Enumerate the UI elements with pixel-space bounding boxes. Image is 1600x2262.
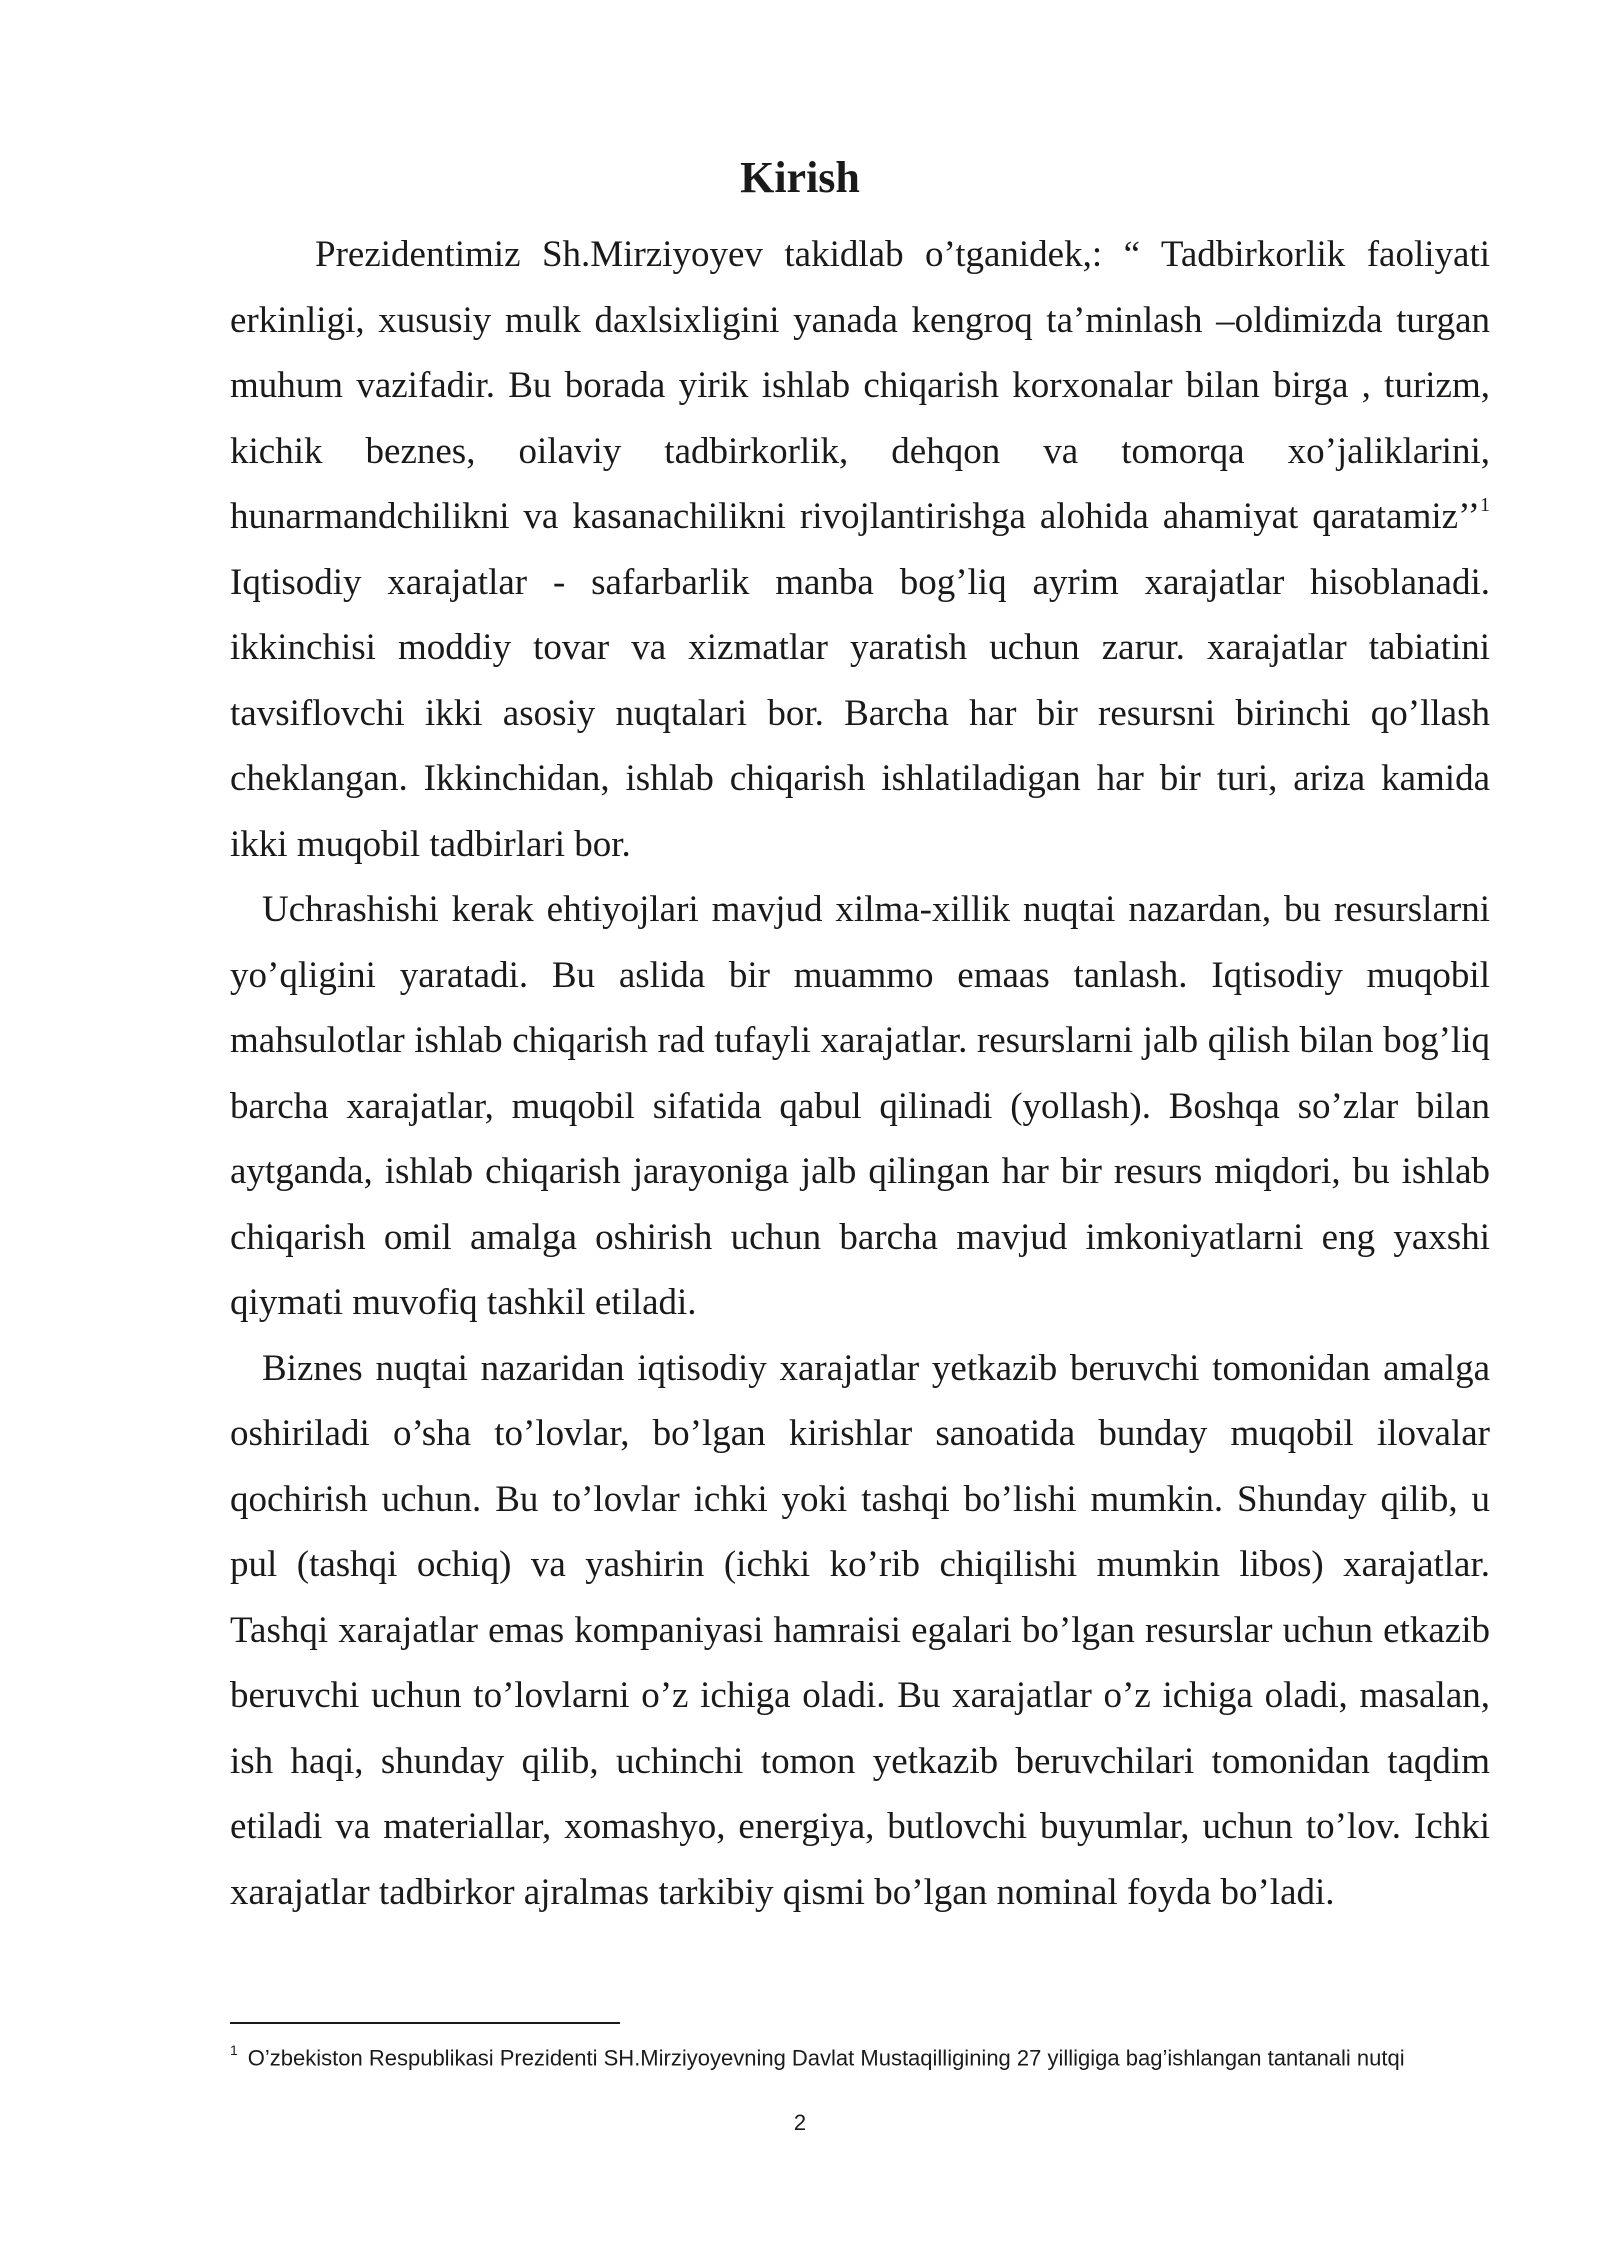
body-text (230, 222, 1490, 1925)
paragraph-1-continuation: Iqtisodiy xarajatlar - safarbarlik manba bog’liq ayrim xarajatlar hisoblanadi. ikkinchisi moddiy tovar va xizmatlar yaratish uchun zarur. xarajatlar tabiatini tavsiflovchi ikki asosiy nuqtalari bor. Barcha har bir resursni birinchi qo’llash cheklangan. Ikkinchidan, ishlab chiqarish ishlatiladigan har bir turi, ariza kamida ikki muqobil tadbirlari bor. (230, 561, 1490, 865)
paragraph-1 (230, 222, 1490, 877)
footnote-reference[interactable]: 1 (1480, 493, 1490, 516)
footnote-separator (230, 2022, 620, 2024)
paragraph-1-text: Prezidentimiz Sh.Mirziyoyev takidlab o’tganidek,: “ Tadbirkorlik faoliyati erkinligi, xususiy mulk daxlsixligini yanada kengroq ta’minlash –oldimizda turgan muhum vazifadir. Bu borada yirik ishlab chiqarish korxonalar bilan birga , turizm, kichik beznes, oilaviy tadbirkorlik, dehqon va tomorqa xo’jaliklarini, hunarmandchilikni va kasanachilikni rivojlantirishga alohida ahamiyat qaratamiz’’ (230, 234, 1490, 537)
page-number: 2 (793, 2110, 807, 2135)
paragraph-3: Biznes nuqtai nazaridan iqtisodiy xarajatlar yetkazib beruvchi tomonidan amalga oshiriladi o’sha to’lovlar, bo’lgan kirishlar sanoatida bunday muqobil ilovalar qochirish uchun. Bu to’lovlar ichki yoki tashqi bo’lishi mumkin. Shunday qilib, u pul (tashqi ochiq) va yashirin (ichki ko’rib chiqilishi mumkin libos) xarajatlar. Tashqi xarajatlar emas kompaniyasi hamraisi egalari bo’lgan resurslar uchun etkazib beruvchi uchun to’lovlarni o’z ichiga oladi. Bu xarajatlar o’z ichiga oladi, masalan, ish haqi, shunday qilib, uchinchi tomon yetkazib beruvchilari tomonidan taqdim etiladi va materiallar, xomashyo, energiya, butlovchi buyumlar, uchun to’lov. Ichki xarajatlar tadbirkor ajralmas tarkibiy qismi bo’lgan nominal foyda bo’ladi. (230, 1347, 1490, 1913)
footnote-text: O’zbekiston Respublikasi Prezidenti SH.Mirziyoyevning Davlat Mustaqilligining 27 yilligiga bag’ishlangan tantanali nutqi (247, 2045, 1405, 2071)
footnote (230, 2036, 1500, 2074)
page-title: Kirish (740, 153, 860, 202)
paragraph-2: Uchrashishi kerak ehtiyojlari mavjud xilma-xillik nuqtai nazardan, bu resurslarni yo’qligini yaratadi. Bu aslida bir muammo emaas tanlash. Iqtisodiy muqobil mahsulotlar ishlab chiqarish rad tufayli xarajatlar. resurslarni jalb qilish bilan bog’liq barcha xarajatlar, muqobil sifatida qabul qilinadi (yollash). Boshqa so’zlar bilan aytganda, ishlab chiqarish jarayoniga jalb qilingan har bir resurs miqdori, bu ishlab chiqarish omil amalga oshirish uchun barcha mavjud imkoniyatlarni eng yaxshi qiymati muvofiq tashkil etiladi. (230, 889, 1490, 1323)
footnote-marker: 1 (230, 2042, 238, 2058)
